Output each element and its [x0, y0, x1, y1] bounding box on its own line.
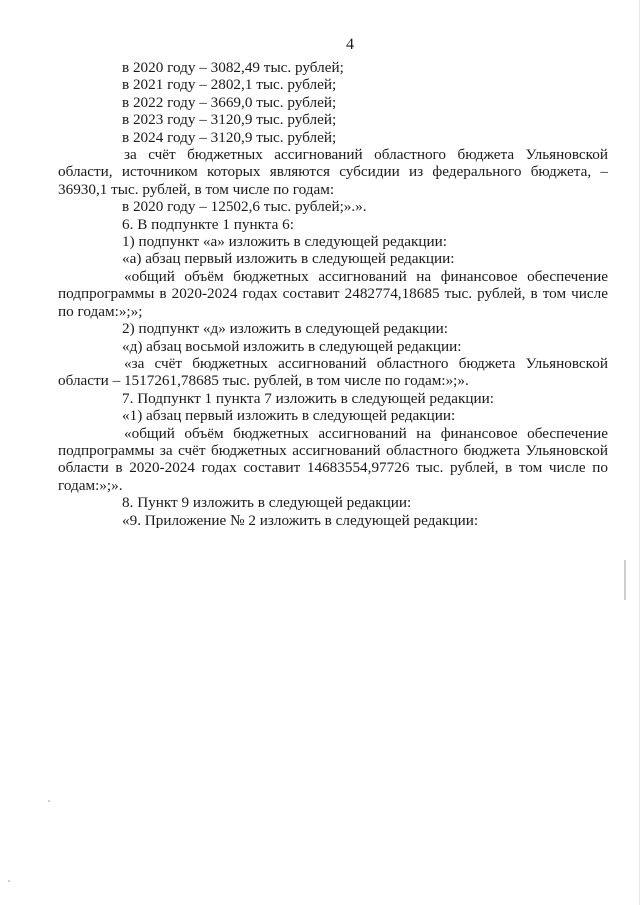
funding-line-2024: в 2024 году – 3120,9 тыс. рублей;: [122, 128, 337, 146]
item-6-subitem-2-d: «д) абзац восьмой изложить в следующей редакции:: [122, 337, 462, 355]
item-7-subitem-1: «1) абзац первый изложить в следующей редакции:: [122, 407, 456, 425]
item-6-subitem-2-quote: «за счёт бюджетных ассигнований областного бюджета Ульяновской области – 1517261,78685 тыс. рублей, в том числе по годам:»;».: [58, 354, 608, 390]
funding-line-2023: в 2023 году – 3120,9 тыс. рублей;: [122, 111, 337, 129]
paragraph-federal-subsidy: за счёт бюджетных ассигнований областного бюджета Ульяновской области, источником которых являются субсидии из федерального бюджета, – 36930,1 тыс. рублей, в том числе по годам:: [58, 146, 608, 198]
document-body: [58, 59, 608, 529]
item-6-subitem-1: 1) подпункт «а» изложить в следующей редакции:: [122, 233, 447, 251]
item-7-heading: 7. Подпункт 1 пункта 7 изложить в следующей редакции:: [122, 389, 495, 407]
item-6-subitem-2: 2) подпункт «д» изложить в следующей редакции:: [122, 320, 448, 338]
funding-line-2020-federal: в 2020 году – 12502,6 тыс. рублей;».».: [122, 198, 367, 216]
funding-line-2021: в 2021 году – 2802,1 тыс. рублей;: [122, 76, 337, 94]
funding-line-2022: в 2022 году – 3669,0 тыс. рублей;: [122, 93, 337, 111]
item-7-quote: «общий объём бюджетных ассигнований на финансовое обеспечение подпрограммы за счёт бюджетных ассигнований областного бюджета Ульяновской области в 2020-2024 годах составит 14683554,97726 тыс. рублей, в том числе по годам:»;».: [58, 424, 608, 494]
item-6-subitem-1-a: «а) абзац первый изложить в следующей редакции:: [122, 250, 455, 268]
page-number: 4: [346, 36, 354, 53]
item-6-heading: 6. В подпункте 1 пункта 6:: [122, 215, 294, 233]
scan-speck: [8, 880, 10, 882]
funding-line-2020: в 2020 году – 3082,49 тыс. рублей;: [122, 59, 344, 76]
item-6-subitem-1-quote: «общий объём бюджетных ассигнований на финансовое обеспечение подпрограммы в 2020-2024 годах составит 2482774,18685 тыс. рублей, в том числе по годам:»;»;: [58, 267, 608, 320]
item-9-heading: «9. Приложение № 2 изложить в следующей редакции:: [122, 511, 479, 529]
item-8-heading: 8. Пункт 9 изложить в следующей редакции:: [122, 494, 412, 512]
scan-speck: [48, 800, 50, 802]
scan-margin-mark: [624, 560, 626, 600]
